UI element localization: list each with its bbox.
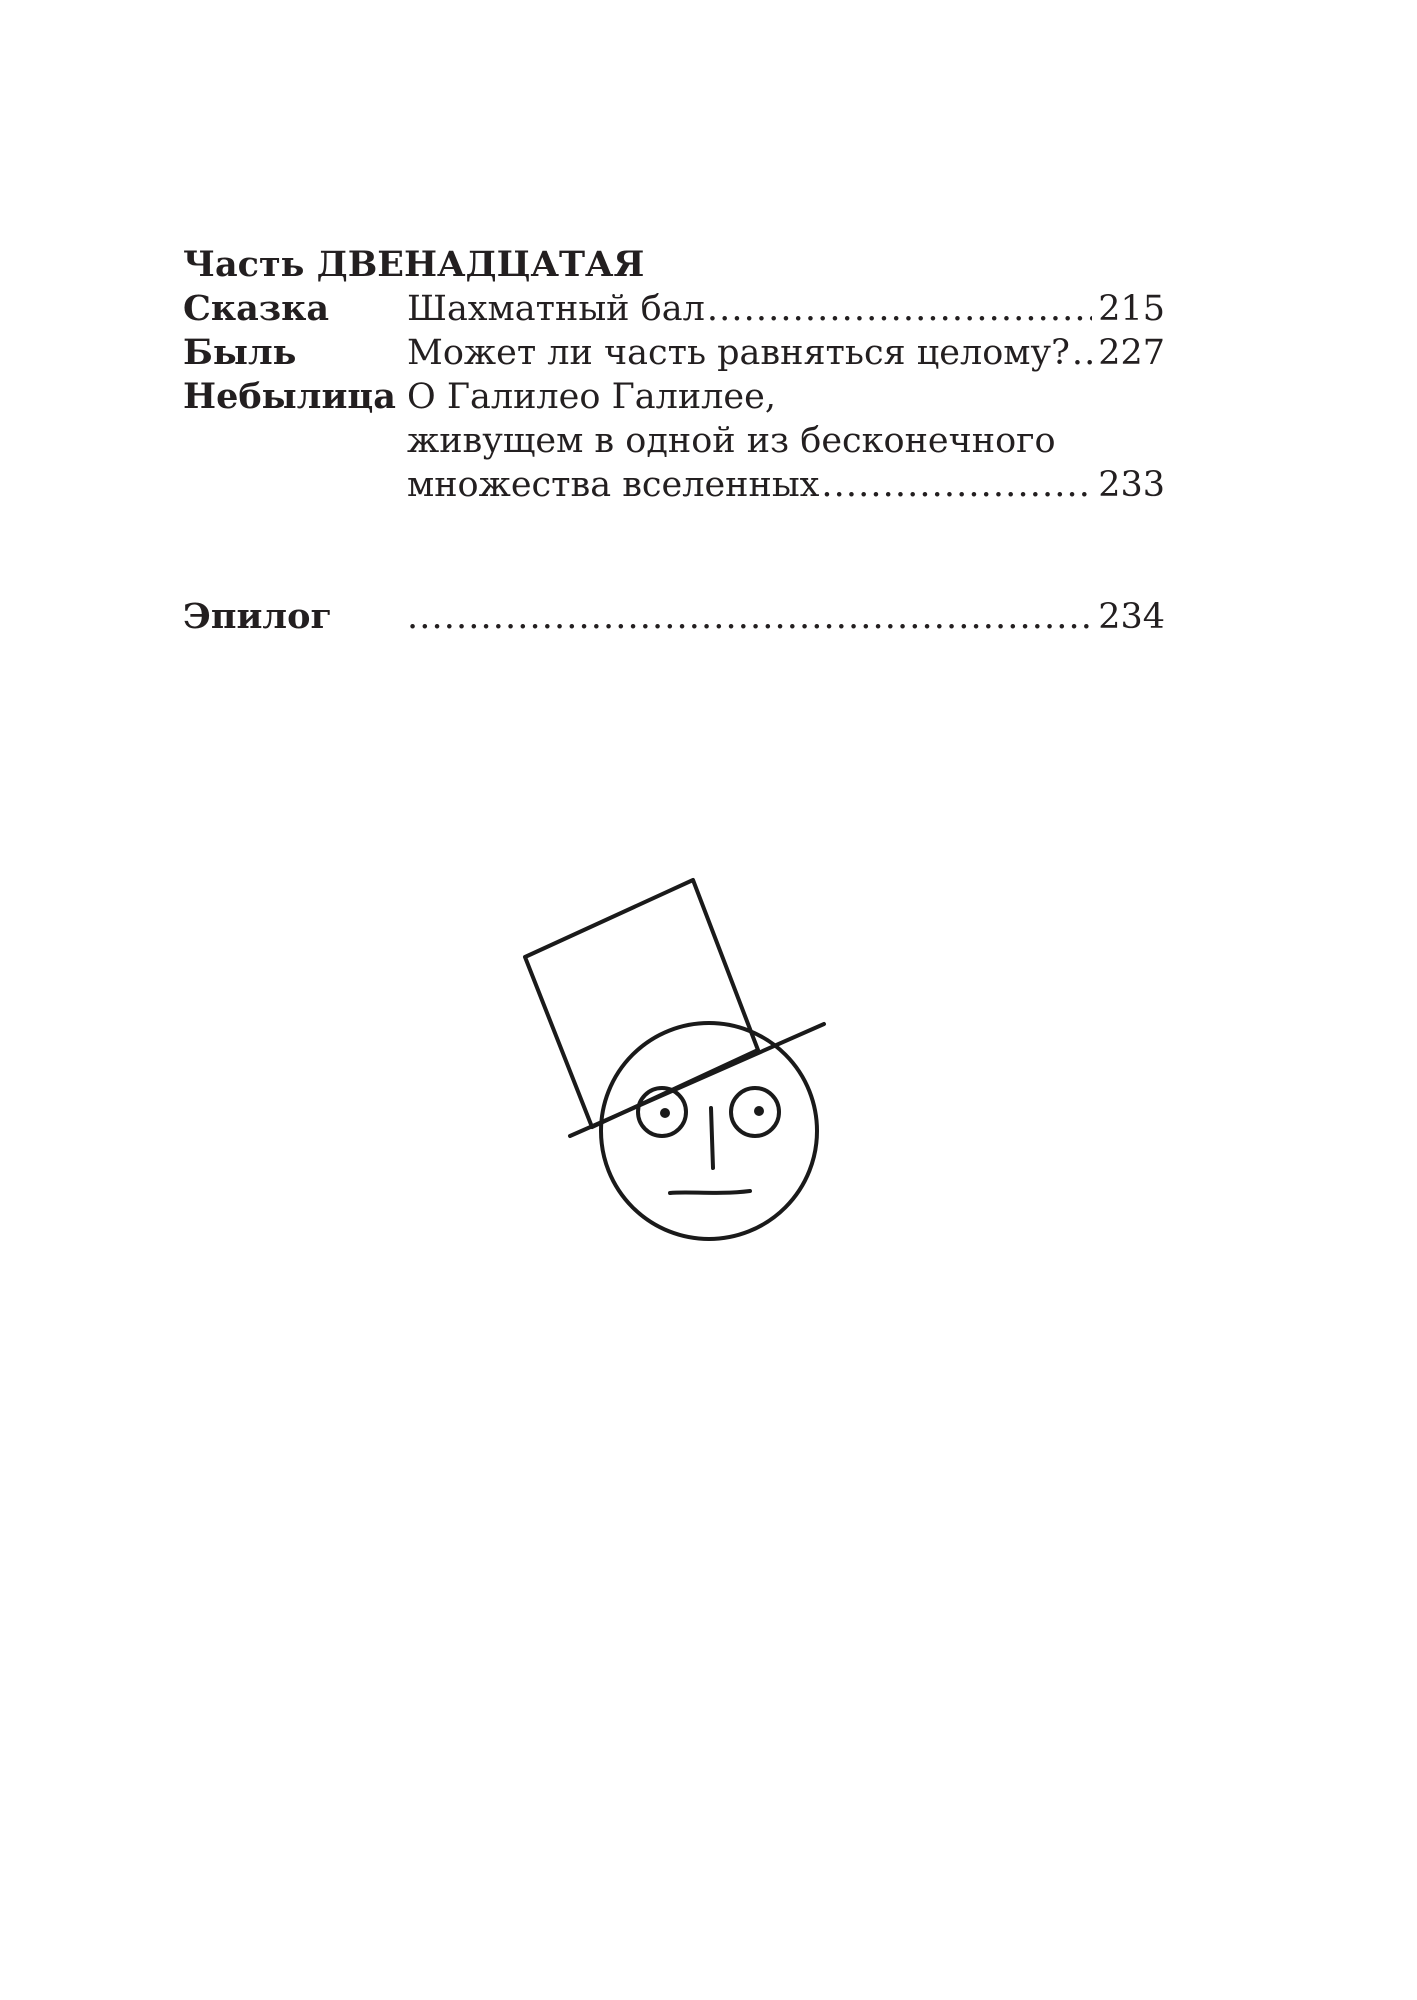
entry-title-line: О Галилео Галилее, <box>407 377 776 417</box>
toc-entry-nebylitsa <box>183 375 1165 507</box>
entry-title: множества вселенных <box>407 465 820 505</box>
part-title: Часть ДВЕНАДЦАТАЯ <box>183 244 645 285</box>
toc-entry-byl <box>183 331 1165 375</box>
entry-label: Быль <box>183 332 297 373</box>
dot-leader <box>707 287 1092 331</box>
page-number: 215 <box>1098 289 1165 329</box>
entry-body <box>407 595 1165 639</box>
dot-leader <box>1072 331 1092 375</box>
table-of-contents <box>183 243 1165 639</box>
page-number: 227 <box>1098 333 1165 373</box>
dot-leader <box>821 463 1092 507</box>
entry-leader-line <box>407 463 1165 507</box>
entry-title: Может ли часть равняться целому? <box>407 333 1070 373</box>
entry-title: Шахматный бал <box>407 289 705 329</box>
entry-leader-line <box>407 595 1165 639</box>
nose <box>711 1108 713 1168</box>
hat-brim <box>570 1024 824 1136</box>
entry-body <box>407 375 1165 507</box>
entry-leader-line <box>407 287 1165 331</box>
entry-label: Небылица <box>183 376 396 417</box>
entry-body <box>407 287 1165 331</box>
right-pupil <box>754 1106 764 1116</box>
page-number: 233 <box>1098 465 1165 505</box>
toc-entry-epilogue <box>183 595 1165 639</box>
dot-leader <box>407 595 1092 639</box>
entry-leader-line <box>407 331 1165 375</box>
mouth <box>670 1191 750 1193</box>
head-circle <box>601 1023 817 1239</box>
hat-crown <box>525 880 758 1127</box>
entry-label: Сказка <box>183 288 330 329</box>
page-number: 234 <box>1098 597 1165 637</box>
top-hat-man-face-drawing-icon <box>508 872 838 1262</box>
toc-entry-skazka <box>183 287 1165 331</box>
entry-body <box>407 331 1165 375</box>
left-pupil <box>660 1108 670 1118</box>
entry-label: Эпилог <box>183 596 332 637</box>
entry-title-line: живущем в одной из бесконечного <box>407 421 1056 461</box>
